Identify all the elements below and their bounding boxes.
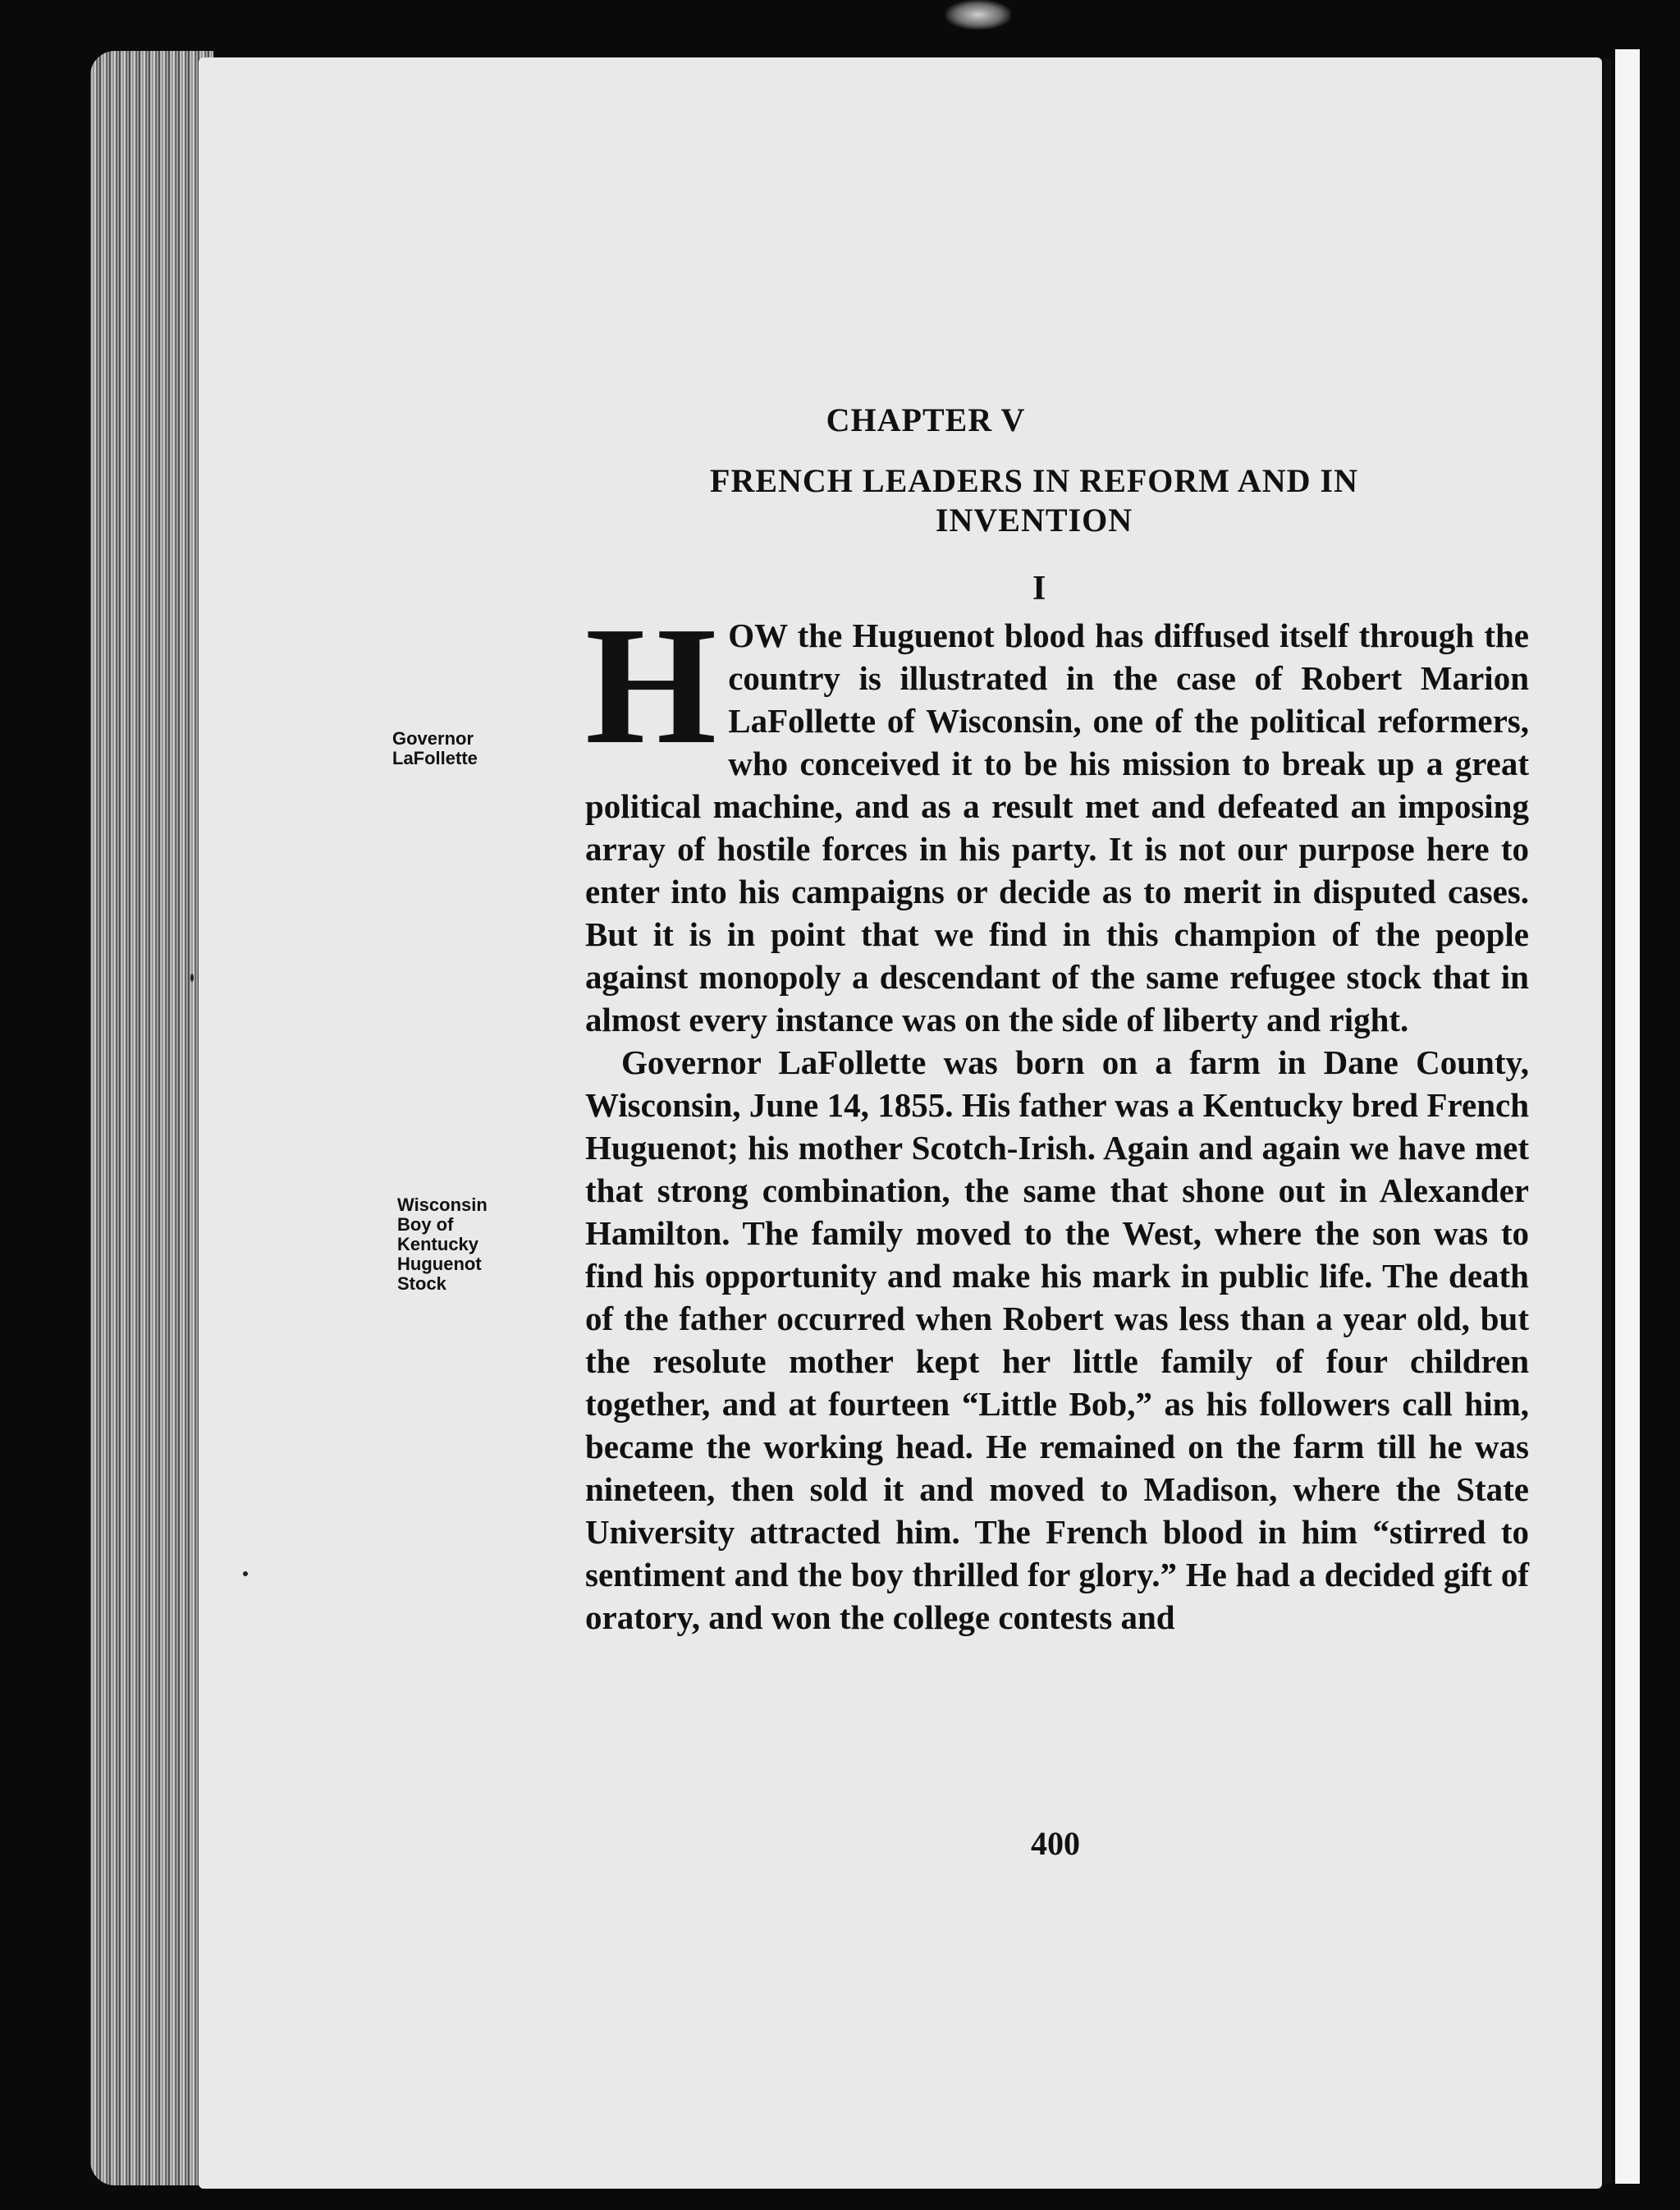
page-number: 400 xyxy=(1031,1825,1080,1862)
paragraph-1 xyxy=(585,591,1529,1041)
chapter-title: CHAPTER V xyxy=(826,401,1026,438)
margin-note-line: Wisconsin xyxy=(397,1194,488,1215)
section-numeral: I xyxy=(1032,570,1046,608)
margin-note-line: Governor xyxy=(392,728,474,749)
margin-note-line: Huguenot xyxy=(397,1254,482,1274)
scan-speck xyxy=(243,1571,248,1576)
paragraph-1-text: OW the Huguenot blood has diffused itself through the country is illustrated in the case of Robert Marion LaFollette of Wisconsin, one of the political reformers, who conceived it to be his mission to break up a great political machine, and as a result met and defeated an imposing array of hostile forces in his party. It is not our purpose here to enter into his campaigns or decide as to merit in disputed cases. But it is in point that we find in this champion of the people against monopoly a descendant of the same refugee stock that in almost every instance was on the side of liberty and right. xyxy=(585,617,1529,1039)
margin-note-line: Stock xyxy=(397,1273,446,1294)
margin-note-line: Kentucky xyxy=(397,1234,479,1254)
margin-note-line: Boy of xyxy=(397,1214,454,1235)
scan-artifact xyxy=(945,0,1011,30)
chapter-subtitle: FRENCH LEADERS IN REFORM AND IN INVENTION xyxy=(710,462,1358,539)
page-edges xyxy=(90,51,213,2185)
paragraph-2: Governor LaFollette was born on a farm in Dane County, Wisconsin, June 14, 1855. His father was a Kentucky bred French Huguenot; his mother Scotch-Irish. Again and again we have met that strong combination, the same that shone out in Alexander Hamilton. The family moved to the West, where the son was to find his opportunity and make his mark in public life. The death of the father occurred when Robert was less than a year old, but the resolute mother kept her little family of four children together, and at fourteen “Little Bob,” as his followers call him, became the working head. He remained on the farm till he was nineteen, then sold it and moved to Madison, where the State University attracted him. The French blood in him “stirred to sentiment and the boy thrilled for glory.” He had a decided gift of oratory, and won the college contests and xyxy=(585,1043,1529,1636)
scan-speck xyxy=(190,974,194,982)
margin-note-wisconsin xyxy=(397,1195,488,1294)
margin-note-line: LaFollette xyxy=(392,748,478,768)
facing-page-edge xyxy=(1615,49,1640,2184)
body-text xyxy=(585,591,1529,1639)
drop-cap: H xyxy=(585,591,717,779)
margin-note-governor xyxy=(392,729,478,768)
gutter-shadow xyxy=(1604,57,1612,2184)
